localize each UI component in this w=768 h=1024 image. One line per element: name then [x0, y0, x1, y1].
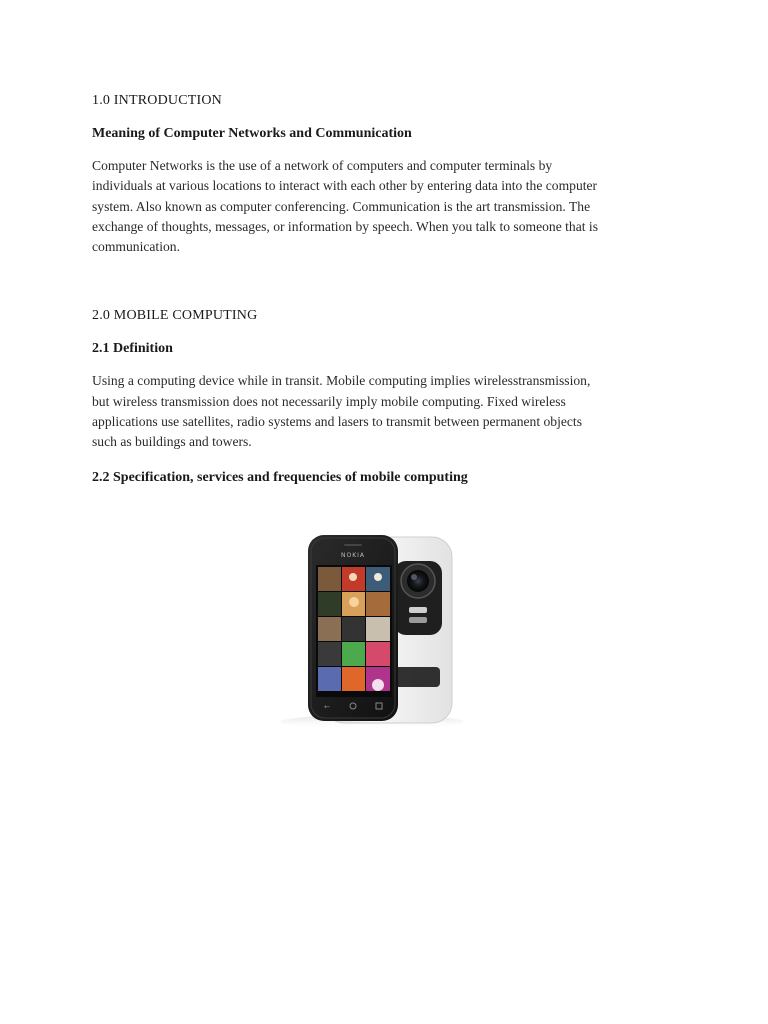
phone-brand-logo: NOKIA [340, 552, 366, 559]
definition-heading: 2.1 Definition [92, 341, 173, 357]
meaning-line: individuals at various locations to interact with each other by entering data into the computer [92, 178, 598, 194]
meaning-heading: Meaning of Computer Networks and Communication [92, 126, 412, 141]
screen-photo-tiles [318, 567, 390, 691]
svg-text:←: ← [324, 703, 330, 711]
meaning-line: Computer Networks is the use of a network of computers and computer terminals by [92, 158, 553, 173]
document-body [92, 92, 682, 486]
definition-paragraph [92, 371, 682, 452]
phone-illustration [262, 517, 468, 730]
mobile-phone-image [262, 517, 468, 730]
definition-line: but wireless transmission does not necessarily imply mobile computing. Fixed wireless [92, 393, 566, 409]
intro-heading: 1.0 INTRODUCTION [92, 93, 222, 108]
meaning-line: exchange of thoughts, messages, or information by speech. When you talk to someone that is [92, 218, 599, 234]
meaning-line: system. Also known as computer conferencing. Communication is the art transmission. The [92, 198, 591, 214]
meaning-line: communication. [92, 239, 180, 255]
specification-heading: 2.2 Specification, services and frequencies of mobile computing [92, 469, 468, 485]
definition-line: Using a computing device while in transit. Mobile computing implies wirelesstransmission, [92, 373, 591, 389]
camera-lens [407, 570, 429, 592]
mobile-computing-heading: 2.0 MOBILE COMPUTING [92, 308, 258, 324]
definition-line: such as buildings and towers. [92, 434, 252, 450]
meaning-paragraph [92, 156, 682, 257]
camera-flash [409, 607, 427, 613]
definition-line: applications use satellites, radio systems and lasers to transmit between permanent objects [92, 414, 582, 430]
